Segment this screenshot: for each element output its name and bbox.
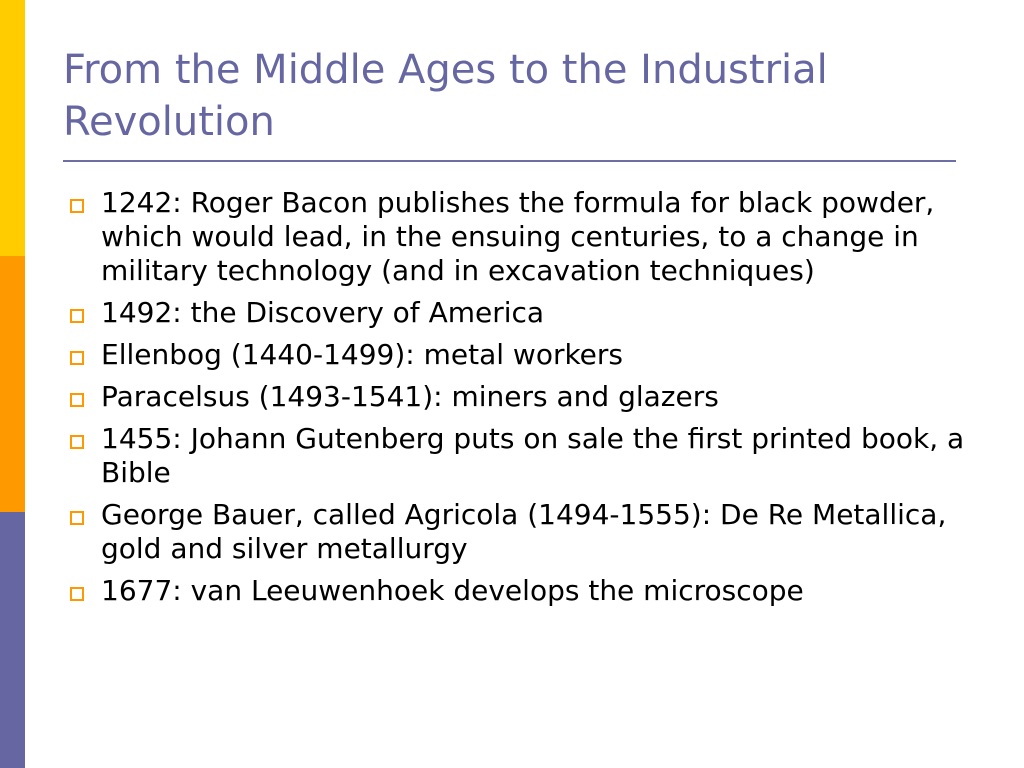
bullet-item (70, 498, 975, 566)
side-bar-purple (0, 512, 25, 768)
bullet-text: 1492: the Discovery of America (101, 296, 545, 329)
bullet-list (70, 186, 975, 616)
hollow-square-icon (70, 309, 84, 323)
bullet-item (70, 296, 975, 330)
bullet-item (70, 186, 975, 288)
bullet-text: Paracelsus (1493-1541): miners and glazers (101, 380, 719, 413)
hollow-square-icon (70, 435, 84, 449)
bullet-text: Ellenbog (1440-1499): metal workers (101, 338, 624, 371)
bullet-text: 1242: Roger Bacon publishes the formula for black powder, which would lead, in the ensuing centuries, to a change in military technology (and in excavation techniques) (101, 186, 935, 287)
hollow-square-icon (70, 587, 84, 601)
hollow-square-icon (70, 199, 84, 213)
bullet-item (70, 574, 975, 608)
hollow-square-icon (70, 351, 84, 365)
title-divider (63, 160, 956, 162)
hollow-square-icon (70, 393, 84, 407)
bullet-text: George Bauer, called Agricola (1494-1555): De Re Metallica, gold and silver metallurgy (101, 498, 947, 565)
slide-title: From the Middle Ages to the Industrial Revolution (63, 47, 828, 145)
bullet-text: 1677: van Leeuwenhoek develops the microscope (101, 574, 804, 607)
bullet-text: 1455: Johann Gutenberg puts on sale the first printed book, a Bible (101, 422, 965, 489)
hollow-square-icon (70, 511, 84, 525)
side-bar-orange (0, 256, 25, 512)
bullet-item (70, 338, 975, 372)
bullet-item (70, 422, 975, 490)
side-bar-yellow (0, 0, 25, 256)
bullet-item (70, 380, 975, 414)
